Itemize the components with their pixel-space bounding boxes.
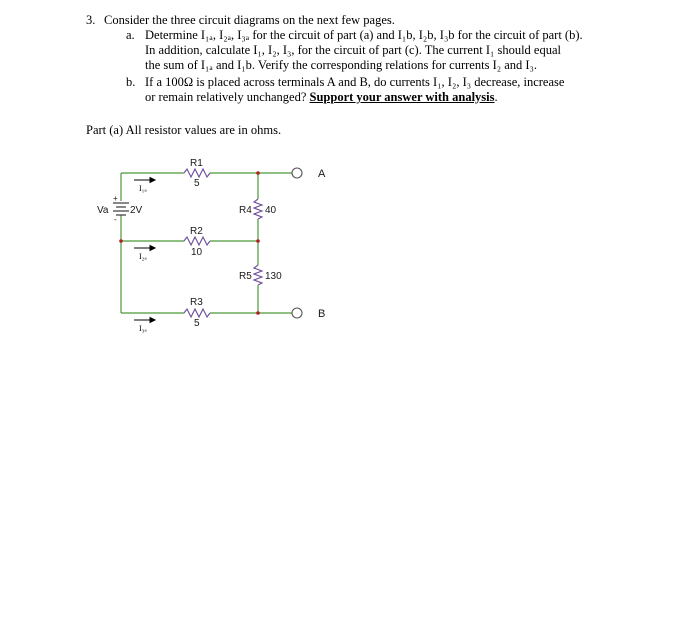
current-label-i3a: I₃ₐ bbox=[139, 324, 147, 333]
part-b-marker: b. bbox=[126, 75, 136, 89]
current-arrowhead-i1a bbox=[150, 178, 155, 183]
node-bottom-right bbox=[256, 311, 260, 315]
battery-symbol bbox=[113, 203, 129, 215]
current-arrowhead-i2a bbox=[150, 246, 155, 251]
support-analysis-emphasis: Support your answer with analysis bbox=[309, 90, 495, 104]
r5-value: 130 bbox=[265, 271, 282, 282]
resistor-r3 bbox=[184, 309, 210, 317]
part-a-marker: a. bbox=[126, 28, 135, 42]
terminal-b-icon bbox=[292, 308, 302, 318]
node-left-mid bbox=[119, 239, 123, 243]
resistor-r5 bbox=[254, 265, 262, 285]
source-minus: - bbox=[114, 215, 117, 224]
current-label-i2a: I₂ₐ bbox=[139, 252, 147, 261]
part-b-line-1: If a 100Ω is placed across terminals A and B, do currents I₁, I₂, I₃ decrease, increase bbox=[145, 75, 565, 89]
resistor-r1 bbox=[184, 169, 210, 177]
source-plus: + bbox=[113, 194, 118, 203]
part-b-line-2-end: . bbox=[494, 90, 498, 104]
r4-value: 40 bbox=[265, 205, 277, 216]
terminal-b-label: B bbox=[318, 308, 326, 320]
r3-value: 5 bbox=[194, 318, 200, 329]
source-value: 2V bbox=[130, 205, 143, 216]
part-a-line-3: the sum of I₁ₐ and I₁b. Verify the corresponding relations for currents I₂ and I₃. bbox=[145, 58, 538, 72]
r4-name: R4 bbox=[239, 205, 252, 216]
question-number: 3. bbox=[86, 13, 96, 27]
part-b-line-2-text: or remain relatively unchanged? bbox=[145, 90, 307, 104]
part-a-heading: Part (a) All resistor values are in ohms. bbox=[86, 123, 282, 137]
r5-name: R5 bbox=[239, 271, 252, 282]
r1-name: R1 bbox=[190, 158, 203, 169]
question-intro: Consider the three circuit diagrams on the next few pages. bbox=[104, 13, 395, 27]
node-mid-right bbox=[256, 239, 260, 243]
r1-value: 5 bbox=[194, 178, 200, 189]
part-a-line-1: Determine I₁ₐ, I₂ₐ, I₃ₐ for the circuit of part (a) and I₁b, I₂b, I₃b for the circuit of part (b). bbox=[145, 28, 583, 42]
resistor-r2 bbox=[184, 237, 210, 245]
terminal-a-label: A bbox=[318, 168, 326, 180]
source-name: Va bbox=[97, 205, 109, 216]
current-arrowhead-i3a bbox=[150, 318, 155, 323]
terminal-a-icon bbox=[292, 168, 302, 178]
r3-name: R3 bbox=[190, 297, 203, 308]
r2-name: R2 bbox=[190, 226, 203, 237]
node-top-right bbox=[256, 171, 260, 175]
resistor-r4 bbox=[254, 199, 262, 219]
current-label-i1a: I₁ₐ bbox=[139, 184, 147, 193]
part-a-line-2: In addition, calculate I₁, I₂, I₃, for the circuit of part (c). The current I₁ should equal bbox=[145, 43, 561, 57]
r2-value: 10 bbox=[191, 247, 203, 258]
